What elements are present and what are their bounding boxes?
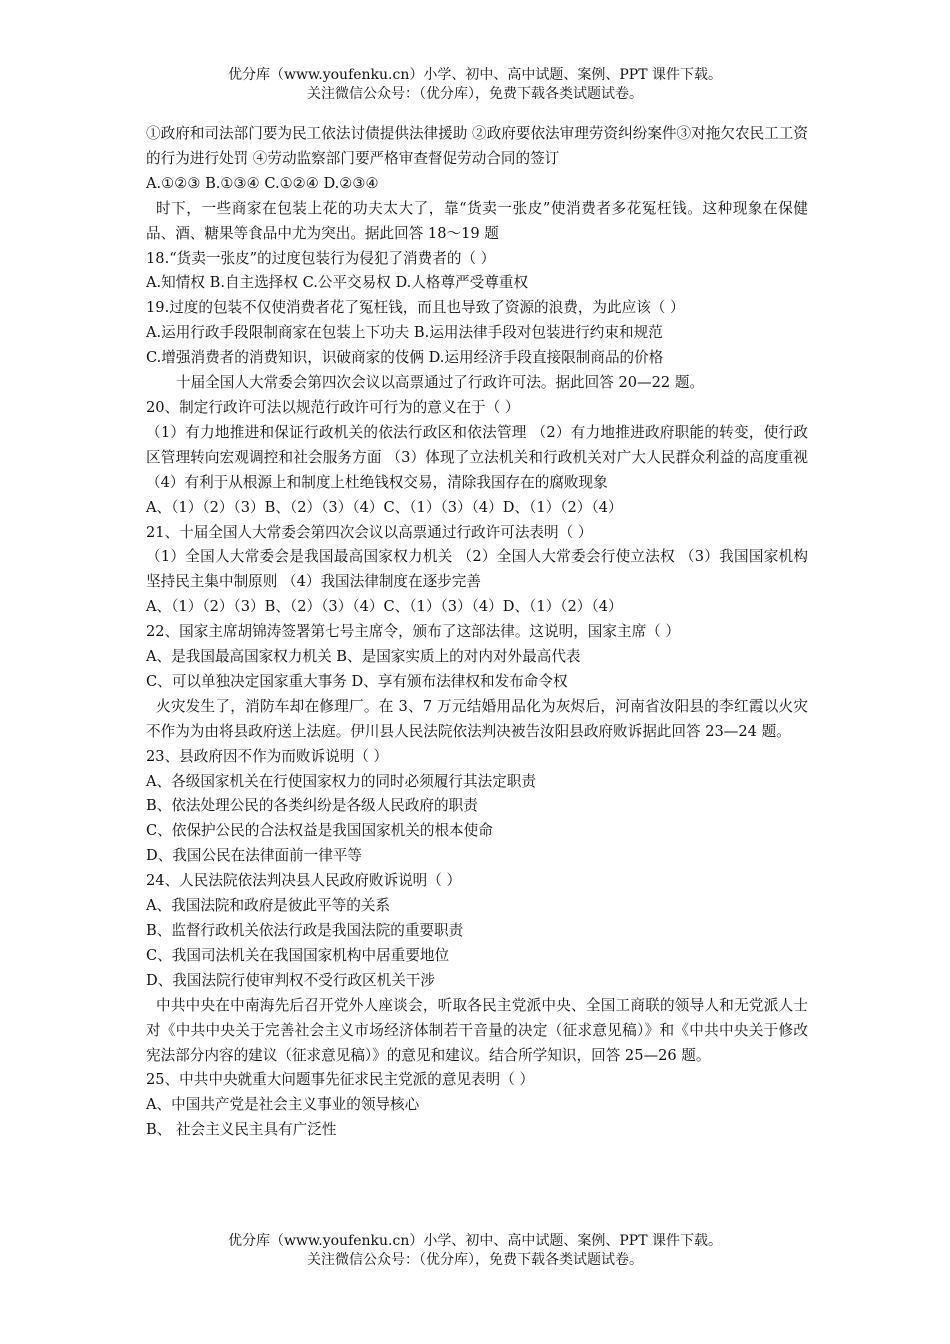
- q21-statements: （1）全国人大常委会是我国最高国家权力机关 （2）全国人大常委会行使立法权 （3）我国国家机构坚持民主集中制原则 （4）我国法律制度在逐步完善: [146, 548, 808, 591]
- document-body: [146, 122, 808, 1143]
- footer-line-1: 优分库（www.youfenku.cn）小学、初中、高中试题、案例、PPT 课件下载。: [227, 1233, 722, 1249]
- q25-option-a: A、中国共产党是社会主义事业的领导核心: [146, 1096, 420, 1114]
- q19-options-ab: A.运用行政手段限制商家在包装上下功夫 B.运用法律手段对包装进行约束和规范: [146, 324, 663, 342]
- q25-stem: 25、中共中央就重大问题事先征求民主党派的意见表明（ ）: [146, 1071, 535, 1089]
- material-23-24: 火灾发生了，消防车却在修理厂。在 3、7 万元结婚用品化为灰烬后，河南省汝阳县的李红霞以火灾不作为为由将县政府送上法庭。伊川县人民法院依法判决被告汝阳县政府败诉据此回答 23—24 题。: [146, 697, 808, 740]
- q19-options-cd: C.增强消费者的消费知识，识破商家的伎俩 D.运用经济手段直接限制商品的价格: [146, 349, 664, 367]
- material-18-19: 时下，一些商家在包装上花的功夫太大了，靠“货卖一张皮”使消费者多花冤枉钱。这种现象在保健品、酒、糖果等食品中尤为突出。据此回答 18～19 题: [146, 199, 808, 242]
- q18-options: A.知情权 B.自主选择权 C.公平交易权 D.人格尊严受尊重权: [146, 274, 529, 292]
- q25-option-b: B、 社会主义民主具有广泛性: [146, 1121, 337, 1139]
- page-header: [0, 66, 950, 104]
- q24-option-c: C、我国司法机关在我国国家机构中居重要地位: [146, 946, 450, 964]
- q23-option-c: C、依保护公民的合法权益是我国国家机关的根本使命: [146, 822, 493, 840]
- q18-stem: 18.“货卖一张皮”的过度包装行为侵犯了消费者的（ ）: [146, 249, 496, 267]
- material-20-22: 十届全国人大常委会第四次会议以高票通过了行政许可法。据此回答 20—22 题。: [176, 374, 705, 392]
- q17-options: A.①②③ B.①③④ C.①②④ D.②③④: [146, 174, 379, 192]
- q22-options-cd: C、可以单独决定国家重大事务 D、享有颁布法律权和发布命令权: [146, 672, 568, 690]
- q24-option-b: B、监督行政机关依法行政是我国法院的重要职责: [146, 922, 464, 939]
- q23-option-d: D、我国公民在法律面前一律平等: [146, 847, 363, 865]
- q19-stem: 19.过度的包装不仅使消费者花了冤枉钱，而且也导致了资源的浪费，为此应该（ ）: [146, 299, 685, 317]
- q24-option-d: D、我国法院行使审判权不受行政区机关干涉: [146, 971, 435, 989]
- page-footer: [0, 1232, 950, 1270]
- header-line-2: 关注微信公众号：（优分库），免费下载各类试题试卷。: [307, 86, 643, 102]
- header-line-1: 优分库（www.youfenku.cn）小学、初中、高中试题、案例、PPT 课件下载。: [227, 67, 722, 83]
- q20-stem: 20、制定行政许可法以规范行政许可行为的意义在于（ ）: [146, 398, 520, 416]
- q17-statements: ①政府和司法部门要为民工依法讨债提供法律援助 ②政府要依法审理劳资纠纷案件③对拖欠农民工工资的行为进行处罚 ④劳动监察部门要严格审查督促劳动合同的签订: [146, 125, 808, 167]
- q21-stem: 21、十届全国人大常委会第四次会议以高票通过行政许可法表明（ ）: [146, 523, 593, 541]
- q22-stem: 22、国家主席胡锦涛签署第七号主席令，颁布了这部法律。这说明，国家主席（ ）: [146, 623, 680, 641]
- q20-statements: （1）有力地推进和保证行政机关的依法行政区和依法管理 （2）有力地推进政府职能的转变，使行政区管理转向宏观调控和社会服务方面 （3）体现了立法机关和行政机关对广大人民群众利益的高度重视 （4）有利于从根源上和制度上杜绝钱权交易，清除我国存在的腐败现象: [146, 423, 808, 491]
- q23-stem: 23、县政府因不作为而败诉说明（ ）: [146, 747, 389, 765]
- q20-options: A、（1）（2）（3）B、（2）（3）（4）C、（1）（3）（4）D、（1）（2）（4）: [146, 498, 623, 516]
- q24-option-a: A、我国法院和政府是彼此平等的关系: [146, 897, 391, 915]
- q23-option-b: B、依法处理公民的各类纠纷是各级人民政府的职责: [146, 797, 478, 815]
- q22-options-ab: A、是我国最高国家权力机关 B、是国家实质上的对内对外最高代表: [146, 648, 581, 666]
- footer-line-2: 关注微信公众号：（优分库），免费下载各类试题试卷。: [307, 1252, 643, 1268]
- material-25-26: 中共中央在中南海先后召开党外人座谈会，听取各民主党派中央、全国工商联的领导人和无党派人士对《中共中央关于完善社会主义市场经济体制若干音量的决定（征求意见稿）》和《中共中央关于修改宪法部分内容的建议（征求意见稿）》的意见和建议。结合所学知识，回答 25—26 题。: [146, 996, 808, 1064]
- q24-stem: 24、人民法院依法判决县人民政府败诉说明（ ）: [146, 872, 462, 890]
- q21-options: A、（1）（2）（3）B、（2）（3）（4）C、（1）（3）（4）D、（1）（2）（4）: [146, 598, 623, 616]
- q23-option-a: A、各级国家机关在行使国家权力的同时必须履行其法定职责: [146, 772, 536, 790]
